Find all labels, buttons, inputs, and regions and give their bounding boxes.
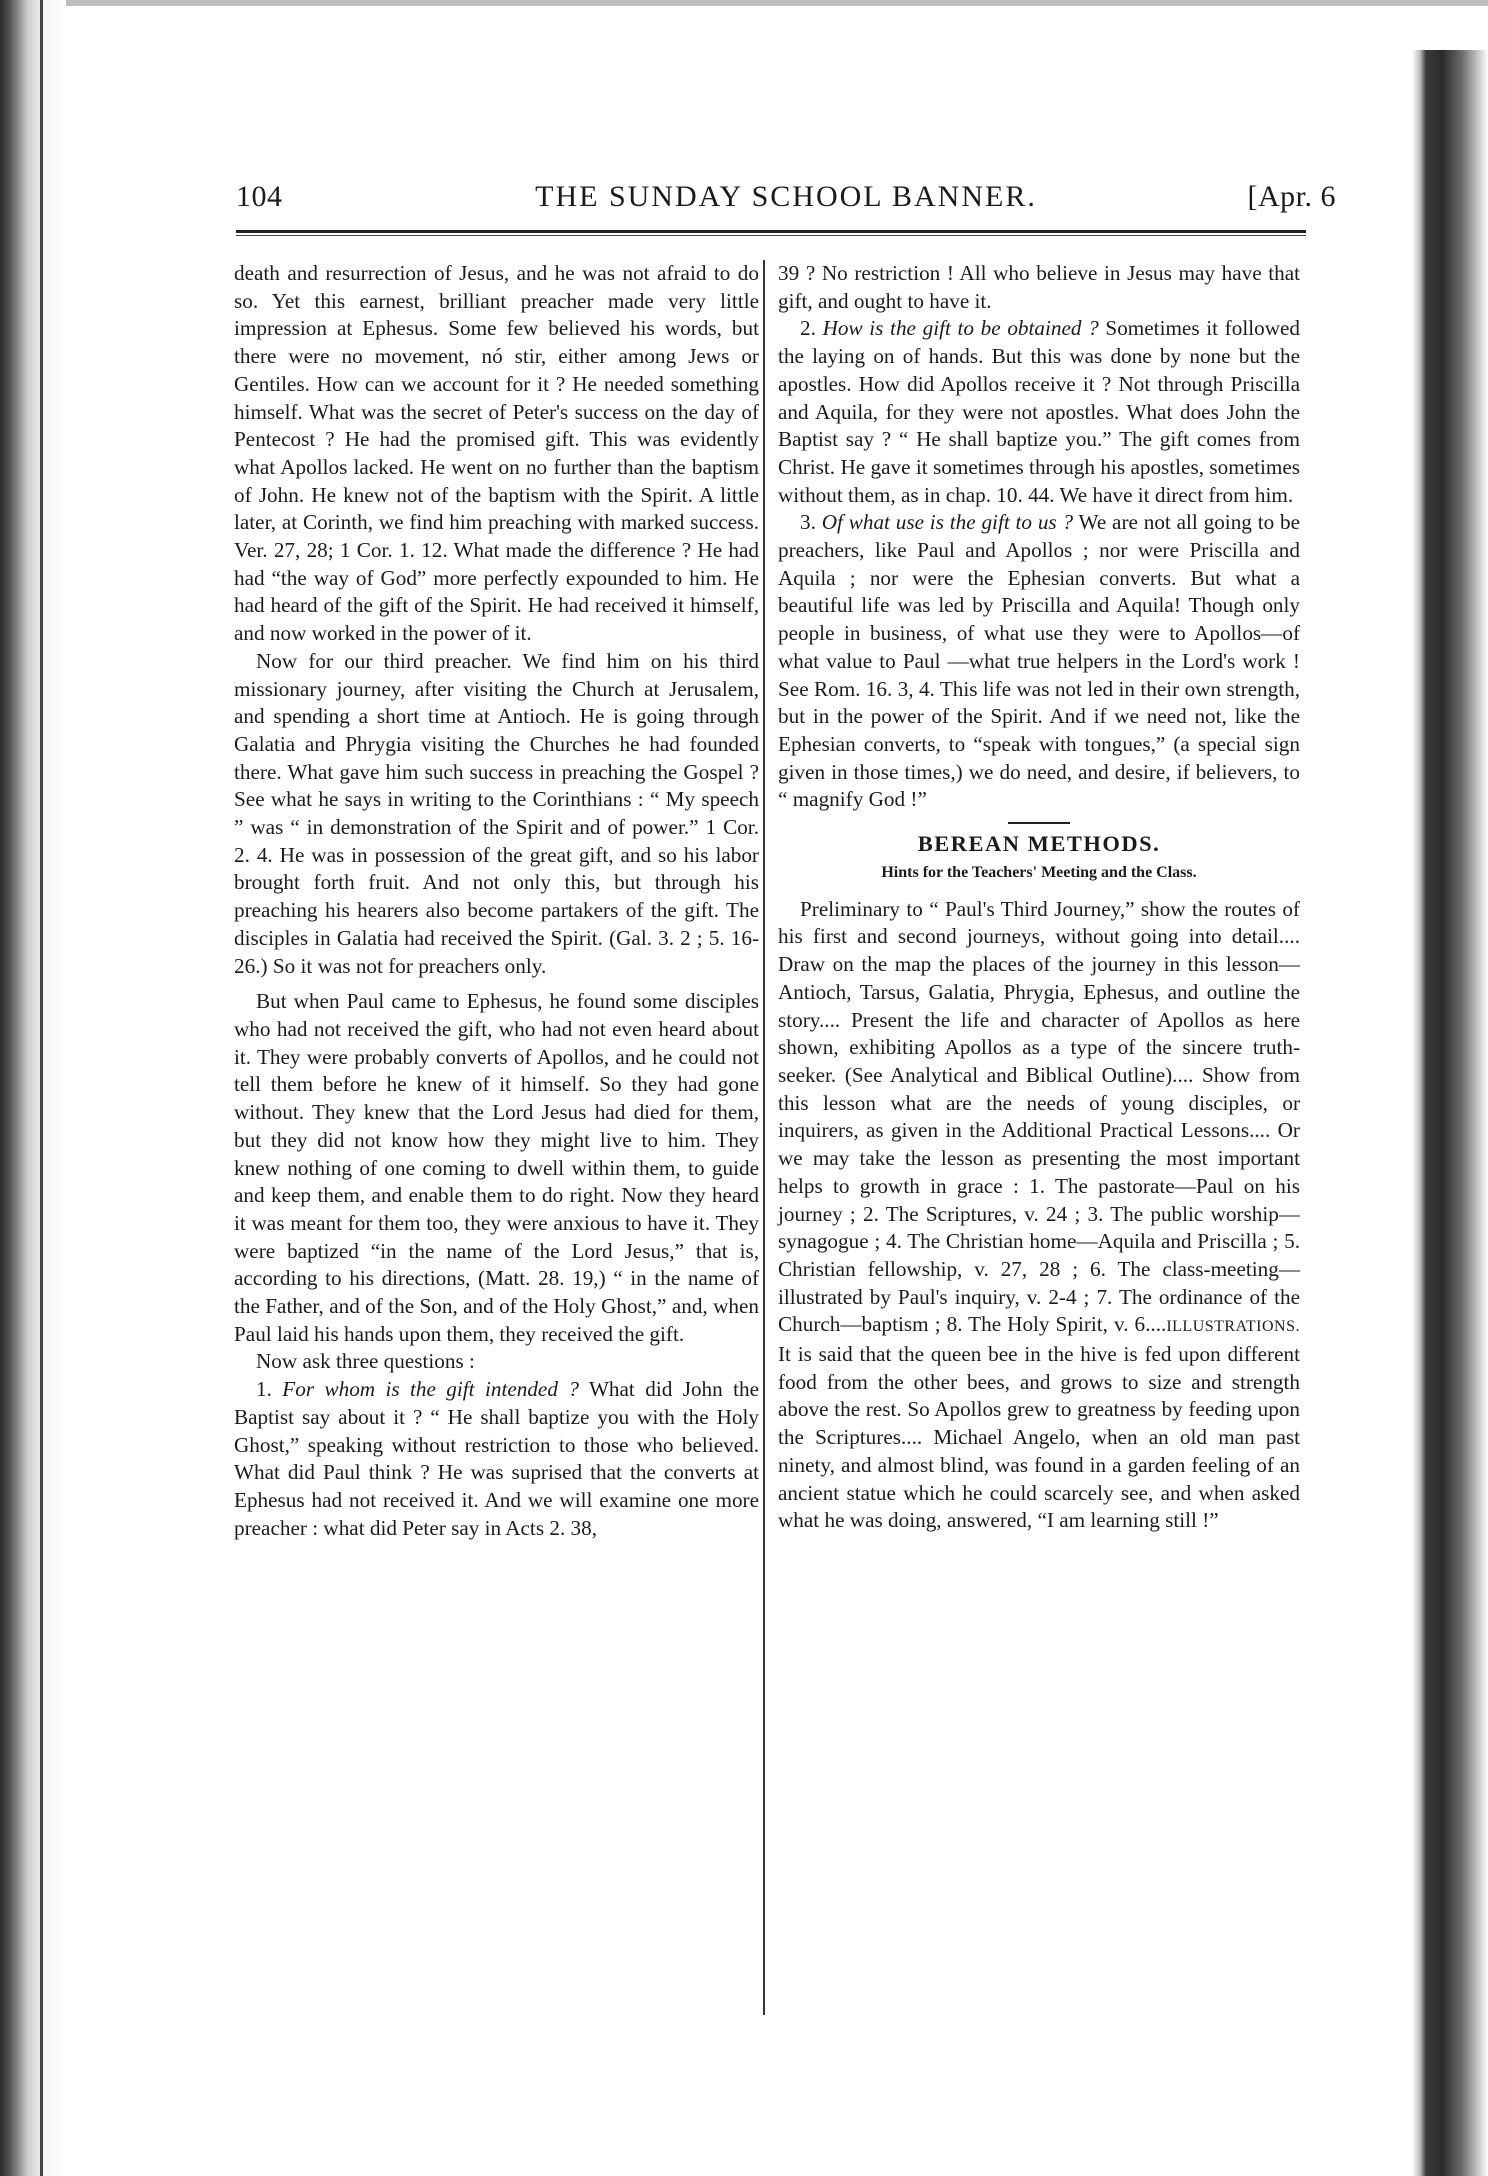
- question-text: Of what use is the gift to us ?: [821, 510, 1074, 535]
- question-text: How is the gift to be obtained ?: [822, 316, 1099, 341]
- header-rule: [236, 230, 1306, 233]
- illustrations-label: ILLUSTRATIONS.: [1166, 1318, 1300, 1336]
- section-subheading: Hints for the Teachers' Meeting and the Class.: [881, 863, 1197, 881]
- question-text: For whom is the gift intended ?: [282, 1377, 579, 1402]
- running-header: [236, 180, 1336, 224]
- paragraph: 39 ? No restriction ! All who believe in Jesus may have that gift, and ought to have it.: [778, 261, 1300, 313]
- methods-text: Preliminary to “ Paul's Third Journey,” show the routes of his first and second journeys, without going into detail.... Draw on the map the places of the journey in this lesson—Antioch, Tarsus, Galatia, Phrygia, Ephesus, and outline the story.... Present the life and character of Apollos as here shown, exhibiting Apollos as a type of the sincere truth-seeker. (See Analytical and Biblical Outline).... Show from this lesson what are the needs of young disciples, or inquirers, as given in the Additional Practical Lessons.... Or we may take the lesson as presenting the most important helps to growth in grace : 1. The pastorate—Paul on his journey ; 2. The Scriptures, v. 24 ; 3. The public worship—synagogue ; 4. The Christian home—Aquila and Priscilla ; 5. Christian fellowship, v. 27, 28 ; 6. The class-meeting—illustrated by Paul's inquiry, v. 2-4 ; 7. The ordinance of the Church—baptism ; 8. The Holy Spirit, v. 6....: [778, 896, 1300, 1337]
- question-number: 2.: [800, 316, 823, 341]
- issue-date: [Apr. 6: [1247, 180, 1336, 213]
- paragraph: [778, 896, 1300, 1535]
- question-paragraph: [778, 509, 1300, 814]
- running-title: THE SUNDAY SCHOOL BANNER.: [535, 180, 1037, 213]
- right-column: [778, 260, 1300, 1535]
- answer-text: What did John the Baptist say about it ? “ He shall baptize you with the Holy Ghost,” speaking without restriction to those who believed. What did Paul think ? He was suprised that the converts at Ephesus had not received it. And we will examine one more preacher : what did Peter say in Acts 2. 38,: [234, 1377, 760, 1540]
- section-heading: BEREAN METHODS.: [917, 831, 1161, 857]
- paragraph: Now ask three questions :: [256, 1349, 475, 1374]
- section-separator-rule: [1008, 822, 1070, 824]
- answer-text: Sometimes it followed the laying on of hands. But this was done by none but the apostles. How did Apollos receive it ? Not through Priscilla and Aquila, for they were not apostles. What does John the Baptist say ? “ He shall baptize you.” The gift comes from Christ. He gave it sometimes through his apostles, sometimes without them, as in chap. 10. 44. We have it direct from him.: [778, 316, 1301, 507]
- answer-text: We are not all going to be preachers, like Paul and Apollos ; nor were Priscilla and Aquila ; nor were the Ephesian converts. But what a beautiful life was led by Priscilla and Aquila! Though only people in business, of what use they were to Apollos—of what value to Paul —what true helpers in the Lord's work ! See Rom. 16. 3, 4. This life was not led in their own strength, but in the power of the Spirit. And if we need not, like the Ephesian converts, to “speak with tongues,” (a special sign given in those times,) we do need, and desire, if believers, to “ magnify God !”: [778, 510, 1300, 812]
- question-paragraph: [234, 1376, 759, 1542]
- paragraph: Now for our third preacher. We find him on his third missionary journey, after visiting the Church at Jerusalem, and spending a short time at Antioch. He is going through Galatia and Phrygia visiting the Churches he had founded there. What gave him such success in preaching the Gospel ? See what he says in writing to the Corinthians : “ My speech ” was “ in demonstration of the Spirit and of power.” 1 Cor. 2. 4. He was in possession of the great gift, and so his labor brought forth fruit. And not only this, but through his preaching his hearers also become partakers of the gift. The disciples in Galatia had received the Spirit. (Gal. 3. 2 ; 5. 16-26.) So it was not for preachers only.: [234, 648, 759, 978]
- illustrations-text: It is said that the queen bee in the hive is fed upon different food from the other bees, and grows to size and strength above the rest. So Apollos grew to greatness by feeding upon the Scriptures.... Michael Angelo, when an old man past ninety, and almost blind, was found in a garden feeling of an ancient statue which he could scarcely see, and when asked what he was doing, answered, “I am learning still !”: [778, 1342, 1300, 1533]
- header-rule-thin: [236, 235, 1306, 236]
- page-number: 104: [236, 180, 283, 213]
- paragraph: But when Paul came to Ephesus, he found some disciples who had not received the gift, who had not even heard about it. They were probably converts of Apollos, and he could not tell them before he knew of it himself. So they had gone without. They knew that the Lord Jesus had died for them, but they did not know how they might live to him. They knew nothing of one coming to dwell within them, to guide and keep them, and enable them to do right. Now they heard it was meant for them too, they were anxious to have it. They were baptized “in the name of the Lord Jesus,” that is, according to his directions, (Matt. 28. 19,) “ in the name of the Father, and of the Son, and of the Holy Ghost,” and, when Paul laid his hands upon them, they received the gift.: [234, 989, 759, 1346]
- question-number: 1.: [256, 1377, 283, 1402]
- left-column: [234, 260, 759, 1542]
- question-number: 3.: [800, 510, 822, 535]
- column-divider: [763, 260, 765, 2015]
- paragraph: death and resurrection of Jesus, and he was not afraid to do so. Yet this earnest, brilliant preacher made very little impression at Ephesus. Some few believed his words, but there were no movement, nó stir, either among Jews or Gentiles. How can we account for it ? He needed something himself. What was the secret of Peter's success on the day of Pentecost ? He had the promised gift. This was evidently what Apollos lacked. He went on no further than the baptism of John. He knew not of the baptism with the Spirit. A little later, at Corinth, we find him preaching with marked success. Ver. 27, 28; 1 Cor. 1. 12. What made the difference ? He had had “the way of God” more perfectly expounded to him. He had heard of the gift of the Spirit. He had received it himself, and now worked in the power of it.: [234, 261, 759, 646]
- question-paragraph: [778, 315, 1300, 509]
